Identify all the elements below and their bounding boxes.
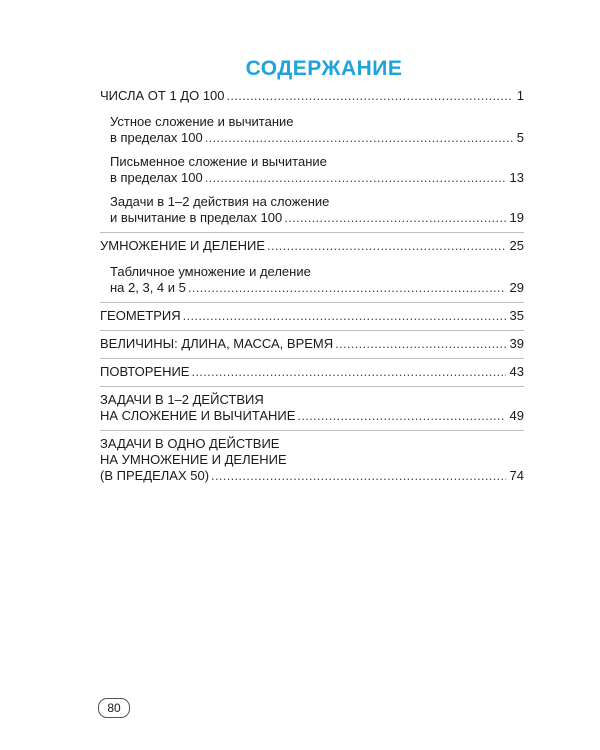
toc-entry[interactable]	[100, 392, 524, 424]
toc-entry-title-line: ЗАДАЧИ В 1–2 ДЕЙСТВИЯ	[100, 392, 264, 407]
toc-entry[interactable]	[100, 88, 524, 104]
dot-leader	[191, 364, 505, 380]
toc-entry-title-line: в пределах 100	[110, 170, 203, 185]
toc-entry-title: ГЕОМЕТРИЯ	[100, 308, 181, 323]
toc-entry-title-line: НА СЛОЖЕНИЕ И ВЫЧИТАНИЕ	[100, 408, 296, 423]
table-of-contents	[100, 86, 524, 484]
toc-section	[100, 430, 524, 484]
dot-leader	[211, 468, 505, 484]
toc-page-number: 1	[516, 88, 524, 103]
toc-entry-title: ЧИСЛА ОТ 1 ДО 100	[100, 88, 225, 103]
toc-entry[interactable]	[100, 436, 524, 484]
dot-leader	[183, 308, 506, 324]
page-title: СОДЕРЖАНИЕ	[245, 57, 403, 80]
toc-section	[100, 358, 524, 380]
toc-subentry[interactable]	[100, 194, 524, 226]
toc-entry-title: ПОВТОРЕНИЕ	[100, 364, 190, 379]
toc-page-number: 25	[509, 238, 524, 253]
toc-entry-title-line: на 2, 3, 4 и 5	[110, 280, 186, 295]
toc-entry[interactable]	[100, 238, 524, 254]
dot-leader	[227, 88, 513, 104]
dot-leader	[205, 170, 506, 186]
toc-page-number: 49	[509, 408, 524, 423]
toc-entry-title-line: Устное сложение и вычитание	[110, 114, 294, 129]
toc-entry[interactable]	[100, 364, 524, 380]
toc-page-number: 43	[509, 364, 524, 379]
dot-leader	[284, 210, 505, 226]
toc-subentry[interactable]	[100, 114, 524, 146]
toc-entry-title-line: Табличное умножение и деление	[110, 264, 311, 279]
toc-page-number: 74	[509, 468, 524, 483]
toc-entry-title-line: и вычитание в пределах 100	[110, 210, 283, 225]
toc-page-number: 29	[509, 280, 524, 295]
toc-section	[100, 88, 524, 226]
toc-entry-title-line: НА УМНОЖЕНИЕ И ДЕЛЕНИЕ	[100, 452, 287, 467]
toc-subentry[interactable]	[100, 154, 524, 186]
toc-entry-title-line: Письменное сложение и вычитание	[110, 154, 327, 169]
toc-entry-title-line: в пределах 100	[110, 130, 203, 145]
toc-page-number: 19	[509, 210, 524, 225]
dot-leader	[335, 336, 505, 352]
toc-entry-title: УМНОЖЕНИЕ И ДЕЛЕНИЕ	[100, 238, 266, 253]
dot-leader	[297, 408, 505, 424]
toc-page-number: 5	[516, 130, 524, 145]
toc-entry-title-line: ЗАДАЧИ В ОДНО ДЕЙСТВИЕ	[100, 436, 280, 451]
toc-section	[100, 330, 524, 352]
toc-section	[100, 232, 524, 296]
toc-entry-title-line: (В ПРЕДЕЛАХ 50)	[100, 468, 210, 483]
toc-subentry[interactable]	[100, 264, 524, 296]
dot-leader	[188, 280, 506, 296]
toc-entry[interactable]	[100, 336, 524, 352]
dot-leader	[267, 238, 506, 254]
page-number-badge: 80	[98, 698, 130, 718]
toc-page-number: 39	[509, 336, 524, 351]
toc-section	[100, 386, 524, 424]
toc-section	[100, 302, 524, 324]
toc-entry-title-line: Задачи в 1–2 действия на сложение	[110, 194, 330, 209]
dot-leader	[205, 130, 513, 146]
toc-page-number: 13	[509, 170, 524, 185]
toc-page-number: 35	[509, 308, 524, 323]
toc-entry-title: ВЕЛИЧИНЫ: ДЛИНА, МАССА, ВРЕМЯ	[100, 336, 334, 351]
toc-entry[interactable]	[100, 308, 524, 324]
